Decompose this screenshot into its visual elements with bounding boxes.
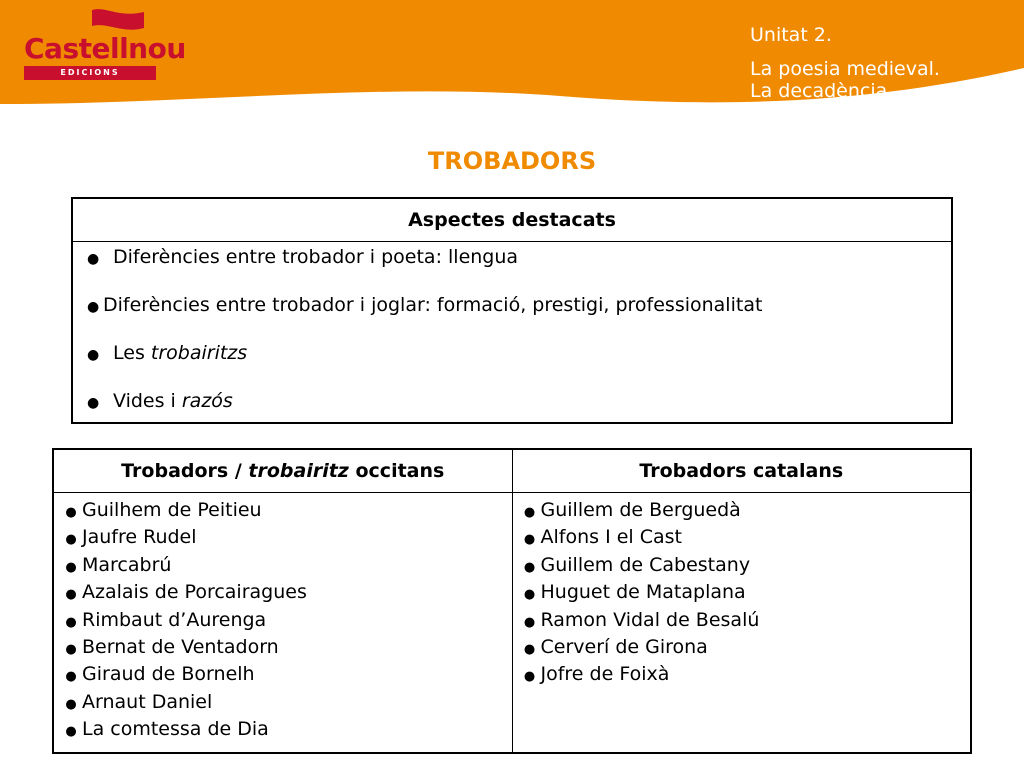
list-item [519,663,965,690]
aspects-cell [72,242,952,424]
list-item-text: Jaufre Rudel [82,526,197,549]
list-item [60,554,506,581]
list-item [519,499,965,526]
bullet-icon: ● [65,641,77,657]
bullet-icon: ● [523,532,536,548]
aspects-header: Aspectes destacats [72,198,952,242]
list-item-text: Ramon Vidal de Besalú [540,608,760,631]
troubadours-table [52,448,972,754]
list-item [60,636,506,663]
bullet-icon: ● [65,559,77,575]
aspect-text: Vides i razós [113,390,233,412]
logo-subtitle: EDICIONS [24,66,156,80]
unit-title-line1: La poesia medieval. [750,58,940,80]
aspect-item [83,246,941,294]
bullet-icon: ● [87,395,100,411]
list-item [60,718,506,745]
list-item [60,691,506,718]
list-item-text: Guillem de Cabestany [540,553,751,576]
list-item-text: Azalais de Porcairagues [82,581,307,604]
list-item-text: Marcabrú [82,553,172,576]
list-item-text: Huguet de Mataplana [540,581,746,604]
bullet-icon: ● [65,724,77,740]
castellnou-logo [18,8,186,78]
bullet-icon: ● [65,587,77,603]
list-item [519,581,965,608]
bullet-icon: ● [65,505,77,520]
list-item-text: Giraud de Bornelh [82,663,255,686]
bullet-icon: ● [65,614,77,630]
bullet-icon: ● [65,532,77,548]
bullet-icon: ● [523,641,536,657]
list-item-text: Bernat de Ventadorn [82,635,279,658]
catalan-header: Trobadors catalans [512,449,971,493]
unit-heading [750,24,940,102]
list-item-text: Guillem de Berguedà [540,499,741,521]
list-item-text: Alfons I el Cast [540,526,682,549]
list-item [519,526,965,553]
bullet-icon: ● [523,505,536,520]
list-item [519,554,965,581]
list-item-text: Guilhem de Peitieu [82,499,262,521]
list-item-text: Cerverí de Girona [540,635,708,658]
aspect-text: Diferències entre trobador i joglar: formació, prestigi, professionalitat [103,294,763,316]
unit-label: Unitat 2. [750,24,832,46]
logo-wordmark: Castellnou [24,32,186,65]
bullet-icon: ● [523,614,536,630]
bullet-icon: ● [65,696,77,712]
list-item-text: Arnaut Daniel [82,690,213,713]
bullet-icon: ● [523,669,536,685]
list-item [60,663,506,690]
list-item [60,609,506,636]
list-item-text: Rimbaut d’Aurenga [82,608,267,631]
slide-title: TROBADORS [427,147,597,175]
bullet-icon: ● [87,347,100,363]
list-item [519,609,965,636]
bullet-icon: ● [65,669,77,685]
list-item [60,526,506,553]
occitan-header: Trobadors / trobairitz occitans [53,449,512,493]
bullet-icon: ● [87,251,100,267]
list-item [60,499,506,526]
aspect-item [83,342,941,390]
list-item [519,636,965,663]
aspect-text: Les trobairitzs [113,342,248,364]
list-item-text: Jofre de Foixà [540,663,670,686]
bullet-icon: ● [523,559,536,575]
bullet-icon: ● [87,299,100,315]
bullet-icon: ● [523,587,536,603]
list-item-text: La comtessa de Dia [82,718,269,741]
aspect-item [83,294,941,342]
aspect-text: Diferències entre trobador i poeta: llengua [113,246,519,268]
aspect-item [83,390,941,420]
aspects-table [71,197,953,424]
unit-title-line2: La decadència [750,80,888,102]
catalan-list [512,493,971,753]
occitan-list [53,493,512,753]
list-item [60,581,506,608]
